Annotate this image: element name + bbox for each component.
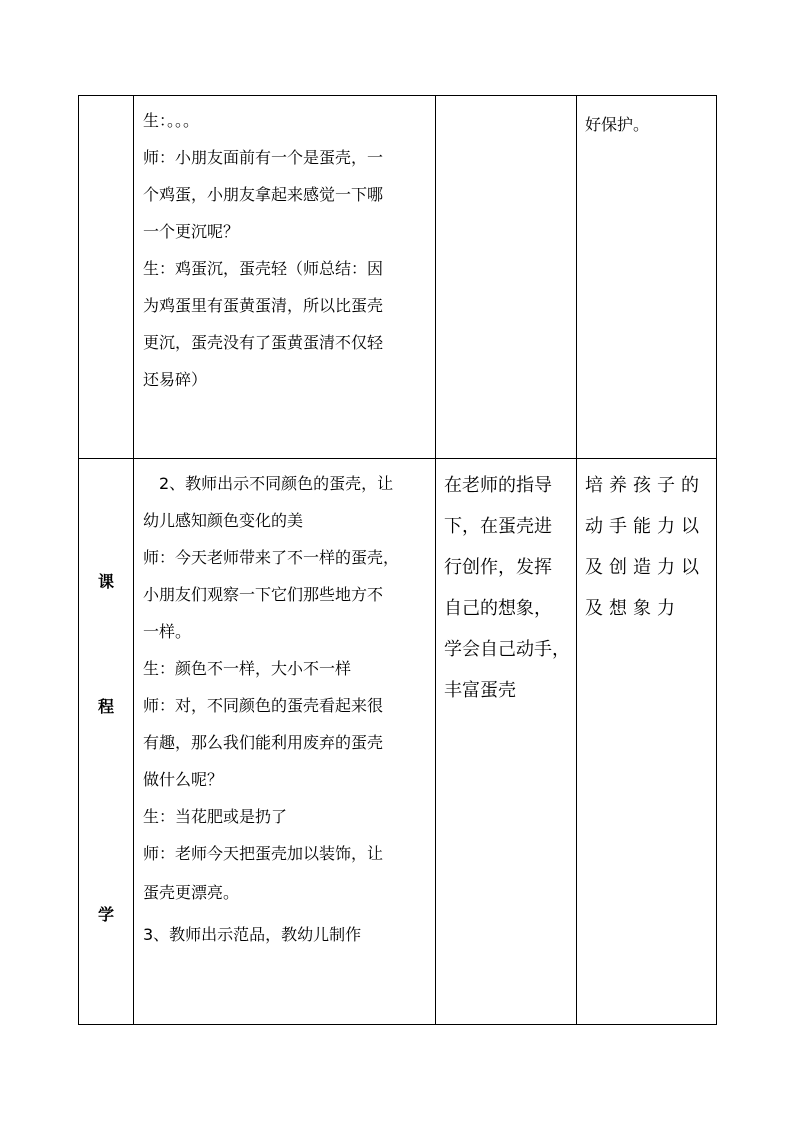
content-line: 更沉，蛋壳没有了蛋黄蛋清不仅轻 — [143, 333, 384, 352]
content-line: 师：对，不同颜色的蛋壳看起来很 — [143, 696, 384, 715]
content-line: 生：当花肥或是扔了 — [143, 807, 288, 826]
content-cell — [134, 459, 436, 1025]
activity-line: 丰富蛋壳 — [444, 680, 516, 701]
activity-line: 在老师的指导 — [444, 475, 552, 496]
goal-line: 及想象力 — [585, 598, 681, 619]
content-line: 生：。。。 — [143, 111, 200, 130]
content-line: 幼儿感知颜色变化的美 — [143, 511, 304, 530]
content-line: 生：鸡蛋沉，蛋壳轻（师总结：因 — [143, 259, 384, 278]
goal-cell — [577, 459, 717, 1025]
activity-line: 下，在蛋壳进 — [444, 516, 552, 537]
content-line: 做什么呢？ — [143, 770, 224, 789]
content-line: 蛋壳更漂亮。 — [143, 883, 240, 902]
activity-cell — [436, 96, 577, 459]
activity-line: 行创作，发挥 — [444, 557, 552, 578]
content-line: 生：颜色不一样，大小不一样 — [143, 659, 352, 678]
content-line: 为鸡蛋里有蛋黄蛋清，所以比蛋壳 — [143, 296, 384, 315]
content-line: 2、教师出示不同颜色的蛋壳，让 — [159, 474, 394, 493]
section-label-char: 课 — [97, 572, 114, 591]
activity-cell — [436, 459, 577, 1025]
content-line: 师：今天老师带来了不一样的蛋壳， — [143, 548, 400, 567]
content-line: 师：老师今天把蛋壳加以装饰，让 — [143, 844, 384, 863]
goal-line: 培养孩子的 — [585, 475, 705, 496]
goal-line: 好保护。 — [585, 115, 650, 134]
content-line: 有趣，那么我们能利用废弃的蛋壳 — [143, 733, 384, 752]
section-label-char: 程 — [97, 697, 114, 716]
content-line: 小朋友们观察一下它们那些地方不 — [143, 585, 384, 604]
activity-line: 学会自己动手， — [444, 639, 570, 660]
goal-cell — [577, 96, 717, 459]
table-row — [79, 459, 717, 1025]
section-cell — [79, 459, 134, 1025]
table-row — [79, 96, 717, 459]
lesson-plan-table — [78, 95, 717, 1025]
content-cell — [134, 96, 436, 459]
goal-line: 动手能力以 — [585, 516, 705, 537]
content-line: 3、教师出示范品，教幼儿制作 — [143, 925, 362, 944]
content-line: 还易碎） — [143, 370, 208, 389]
activity-line: 自己的想象， — [444, 598, 552, 619]
content-line: 一样。 — [143, 622, 192, 641]
section-cell — [79, 96, 134, 459]
content-line: 个鸡蛋，小朋友拿起来感觉一下哪 — [143, 185, 384, 204]
content-line: 师：小朋友面前有一个是蛋壳，一 — [143, 148, 384, 167]
content-line: 一个更沉呢？ — [143, 222, 240, 241]
goal-line: 及创造力以 — [585, 557, 705, 578]
section-label-char: 学 — [97, 905, 114, 924]
